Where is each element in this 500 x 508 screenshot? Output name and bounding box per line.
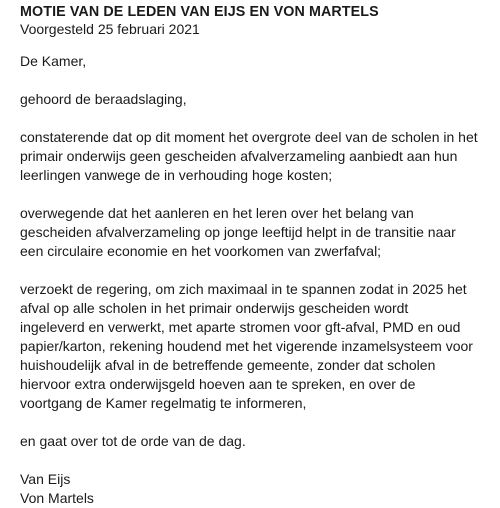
clause-line: gescheiden afvalverzameling op jonge leeftijd helpt in de transitie naar (20, 224, 456, 240)
clause-line: papier/karton, rekening houdend met het vigerende inzamelsysteem voor (20, 338, 473, 354)
clause-line: huishoudelijk afval in de betreffende gemeente, zonder dat scholen (20, 357, 436, 373)
constaterende-clause (20, 128, 490, 185)
motion-title: MOTIE VAN DE LEDEN VAN EIJS EN VON MARTELS (20, 4, 379, 20)
clause-line: overwegende dat het aanleren en het leren over het belang van (20, 205, 414, 221)
signatory-name: Van Eijs (20, 471, 71, 487)
signatories (20, 470, 490, 508)
clause-line: een circulaire economie en het voorkomen van zwerfafval; (20, 243, 382, 259)
clause-line: constaterende dat op dit moment het overgrote deel van de scholen in het (20, 129, 478, 145)
verzoekt-clause (20, 280, 490, 413)
closing-clause: en gaat over tot de orde van de dag. (20, 433, 246, 449)
clause-line: primair onderwijs geen gescheiden afvalverzameling aanbiedt aan hun (20, 148, 458, 164)
clause-line: afval op alle scholen in het primair onderwijs gescheiden wordt (20, 300, 409, 316)
overwegende-clause (20, 204, 490, 261)
salutation: De Kamer, (20, 53, 87, 69)
clause-line: verzoekt de regering, om zich maximaal in te spannen zodat in 2025 het (20, 281, 467, 297)
motion-document (20, 4, 490, 508)
clause-line: leerlingen vanwege de in verhouding hoge kosten; (20, 167, 333, 183)
motion-date: Voorgesteld 25 februari 2021 (20, 21, 200, 37)
signatory-name: Von Martels (20, 490, 94, 506)
clause-line: hiervoor extra onderwijsgeld hoeven aan te spreken, en over de (20, 376, 416, 392)
clause-line: voortgang de Kamer regelmatig te informeren, (20, 395, 307, 411)
clause-line: ingeleverd en verwerkt, met aparte stromen voor gft-afval, PMD en oud (20, 319, 461, 335)
heard-clause: gehoord de beraadslaging, (20, 91, 187, 107)
